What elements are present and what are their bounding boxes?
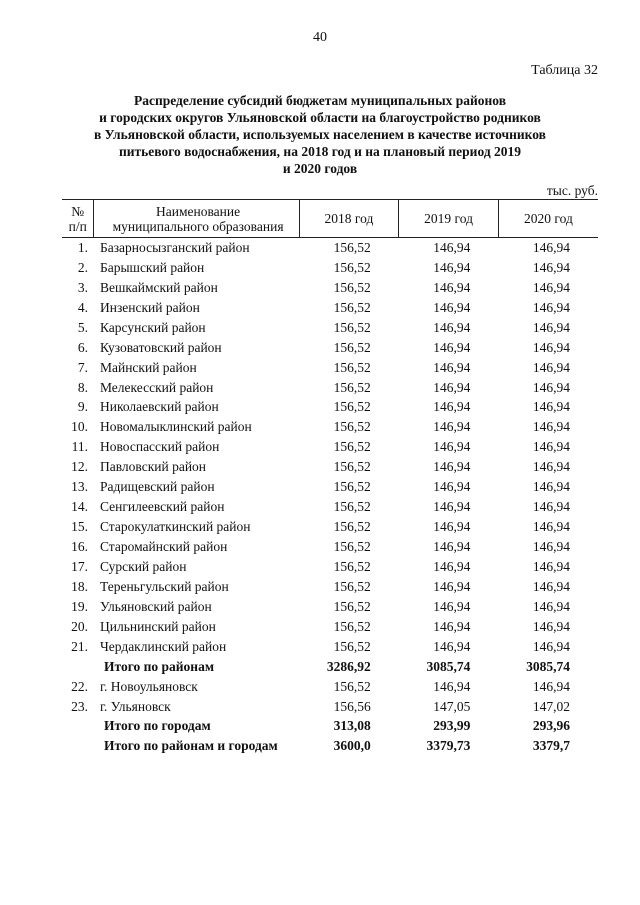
table-row	[62, 457, 598, 477]
table-row	[62, 497, 598, 517]
row-value-2019: 146,94	[433, 618, 471, 634]
row-value-2019: 146,94	[433, 578, 471, 594]
header-2020: 2020 год	[498, 200, 598, 238]
table-total-row	[62, 657, 598, 677]
row-name: Инзенский район	[99, 299, 200, 315]
row-value-2020: 146,94	[532, 558, 570, 574]
row-name: Сенгилеевский район	[99, 499, 225, 515]
table-row	[62, 238, 598, 258]
row-value-2020: 3085,74	[526, 658, 570, 674]
row-number: 4.	[77, 299, 88, 315]
row-number: 21.	[71, 638, 88, 654]
row-number: 19.	[71, 598, 88, 614]
table-row	[62, 677, 598, 697]
row-value-2020: 146,94	[532, 239, 570, 255]
row-value-2018: 156,52	[333, 678, 371, 694]
row-value-2018: 156,52	[333, 419, 371, 435]
row-value-2020: 146,94	[532, 359, 570, 375]
table-title	[60, 92, 580, 177]
row-value-2020: 146,94	[532, 419, 570, 435]
table-row	[62, 437, 598, 457]
row-value-2019: 146,94	[433, 459, 471, 475]
row-number: 3.	[77, 279, 88, 295]
row-name: Николаевский район	[99, 399, 219, 415]
row-number: 17.	[71, 558, 88, 574]
table-row	[62, 417, 598, 437]
table-row	[62, 537, 598, 557]
table-row	[62, 517, 598, 537]
row-value-2018: 156,52	[333, 319, 371, 335]
row-number: 16.	[71, 539, 88, 555]
row-value-2019: 146,94	[433, 598, 471, 614]
row-name: Барышский район	[99, 259, 205, 275]
row-name: г. Новоульяновск	[99, 678, 198, 694]
header-number	[62, 200, 94, 238]
title-line: и 2020 годов	[282, 161, 358, 176]
row-value-2020: 146,94	[532, 678, 570, 694]
row-value-2019: 146,94	[433, 678, 471, 694]
row-value-2020: 146,94	[532, 459, 570, 475]
row-number	[62, 717, 94, 737]
row-value-2020: 146,94	[532, 618, 570, 634]
row-name: Вешкаймский район	[99, 279, 218, 295]
row-value-2019: 146,94	[433, 379, 471, 395]
table-total-row	[62, 736, 598, 756]
row-value-2018: 156,56	[333, 698, 371, 714]
table-label: Таблица 32	[531, 63, 598, 78]
row-value-2018: 156,52	[333, 299, 371, 315]
row-name: Мелекесский район	[99, 379, 214, 395]
row-name: Майнский район	[99, 359, 197, 375]
row-value-2020: 3379,7	[532, 738, 570, 754]
row-number	[62, 657, 94, 677]
row-value-2020: 146,94	[532, 598, 570, 614]
row-number: 22.	[71, 678, 88, 694]
table-row	[62, 258, 598, 278]
row-value-2019: 146,94	[433, 499, 471, 515]
row-number: 18.	[71, 578, 88, 594]
row-value-2018: 156,52	[333, 399, 371, 415]
row-number: 9.	[77, 399, 88, 415]
table-row	[62, 298, 598, 318]
row-value-2018: 156,52	[333, 578, 371, 594]
table-row	[62, 637, 598, 657]
row-number: 20.	[71, 618, 88, 634]
row-value-2019: 3085,74	[426, 658, 471, 674]
row-value-2020: 146,94	[532, 379, 570, 395]
row-number: 2.	[77, 259, 88, 275]
title-line: и городских округов Ульяновской области на благоустройство родников	[99, 110, 541, 125]
row-number: 5.	[77, 319, 88, 335]
row-name: г. Ульяновск	[99, 698, 171, 714]
row-value-2018: 156,52	[333, 618, 371, 634]
row-value-2020: 146,94	[532, 479, 570, 495]
row-value-2020: 146,94	[532, 578, 570, 594]
table-row	[62, 358, 598, 378]
row-value-2020: 146,94	[532, 499, 570, 515]
header-2018: 2018 год	[299, 200, 399, 238]
header-number-line2: п/п	[68, 218, 87, 234]
row-number: 10.	[71, 419, 88, 435]
table-header-row	[62, 200, 598, 238]
row-value-2018: 156,52	[333, 239, 371, 255]
row-value-2020: 146,94	[532, 299, 570, 315]
table-row	[62, 278, 598, 298]
row-value-2018: 156,52	[333, 499, 371, 515]
row-name: Чердаклинский район	[99, 638, 227, 654]
row-value-2018: 156,52	[333, 279, 371, 295]
row-value-2020: 293,96	[532, 718, 570, 734]
table-row	[62, 378, 598, 398]
table-row	[62, 617, 598, 637]
row-value-2020: 146,94	[532, 539, 570, 555]
row-name: Радищевский район	[99, 479, 215, 495]
header-number-line1: №	[71, 203, 85, 219]
row-value-2019: 146,94	[433, 279, 471, 295]
row-name: Тереньгульский район	[99, 578, 229, 594]
row-name: Ульяновский район	[99, 598, 212, 614]
row-value-2020: 146,94	[532, 279, 570, 295]
row-value-2018: 156,52	[333, 479, 371, 495]
table-row	[62, 477, 598, 497]
row-number: 1.	[77, 239, 88, 255]
table-row	[62, 577, 598, 597]
units-label: тыс. руб.	[546, 183, 598, 198]
row-number	[62, 736, 94, 756]
row-value-2018: 156,52	[333, 539, 371, 555]
table-row	[62, 338, 598, 358]
row-value-2020: 146,94	[532, 319, 570, 335]
row-name: Кузоватовский район	[99, 339, 222, 355]
row-number: 11.	[71, 439, 88, 455]
row-value-2019: 293,99	[433, 718, 471, 734]
page-number: 40	[313, 30, 327, 45]
row-name: Базарносызганский район	[99, 239, 250, 255]
table-row	[62, 557, 598, 577]
row-value-2020: 146,94	[532, 399, 570, 415]
row-number: 13.	[71, 479, 88, 495]
row-name: Старокулаткинский район	[99, 519, 251, 535]
row-value-2019: 146,94	[433, 299, 471, 315]
row-value-2019: 146,94	[433, 259, 471, 275]
row-value-2018: 3600,0	[333, 738, 371, 754]
title-line: Распределение субсидий бюджетам муниципальных районов	[133, 93, 507, 108]
row-value-2018: 156,52	[333, 519, 371, 535]
row-value-2019: 146,94	[433, 638, 471, 654]
row-value-2019: 146,94	[433, 359, 471, 375]
row-value-2020: 146,94	[532, 339, 570, 355]
row-value-2019: 146,94	[433, 558, 471, 574]
row-value-2018: 156,52	[333, 638, 371, 654]
row-value-2020: 146,94	[532, 259, 570, 275]
row-value-2019: 146,94	[433, 539, 471, 555]
row-name: Итого по городам	[103, 718, 211, 734]
row-value-2018: 156,52	[333, 439, 371, 455]
row-number: 14.	[71, 499, 88, 515]
table-row	[62, 318, 598, 338]
row-value-2018: 3286,92	[326, 658, 371, 674]
row-name: Новомалыклинский район	[99, 419, 252, 435]
row-number: 8.	[77, 379, 88, 395]
table-row	[62, 697, 598, 717]
row-value-2018: 156,52	[333, 359, 371, 375]
row-name: Итого по районам	[103, 658, 215, 674]
row-name: Старомайнский район	[99, 539, 228, 555]
row-value-2019: 146,94	[433, 419, 471, 435]
row-name: Цильнинский район	[99, 618, 216, 634]
row-value-2019: 146,94	[433, 439, 471, 455]
row-value-2018: 156,52	[333, 558, 371, 574]
row-name: Карсунский район	[99, 319, 206, 335]
row-number: 7.	[77, 359, 88, 375]
header-name-line1: Наименование	[156, 203, 241, 219]
row-value-2019: 146,94	[433, 399, 471, 415]
title-line: в Ульяновской области, используемых населением в качестве источников	[94, 127, 546, 142]
row-value-2019: 147,05	[433, 698, 471, 714]
row-value-2019: 146,94	[433, 339, 471, 355]
table-row	[62, 398, 598, 418]
row-value-2020: 147,02	[532, 698, 570, 714]
row-value-2019: 146,94	[433, 319, 471, 335]
row-value-2018: 156,52	[333, 339, 371, 355]
row-name: Павловский район	[99, 459, 207, 475]
table-row	[62, 597, 598, 617]
row-value-2019: 146,94	[433, 239, 471, 255]
row-value-2020: 146,94	[532, 638, 570, 654]
row-number: 12.	[71, 459, 88, 475]
row-value-2018: 156,52	[333, 379, 371, 395]
title-line: питьевого водоснабжения, на 2018 год и на плановый период 2019	[118, 144, 522, 159]
row-value-2018: 156,52	[333, 459, 371, 475]
table-total-row	[62, 717, 598, 737]
row-value-2020: 146,94	[532, 519, 570, 535]
subsidy-table	[62, 199, 598, 756]
row-value-2018: 156,52	[333, 598, 371, 614]
row-value-2020: 146,94	[532, 439, 570, 455]
row-number: 23.	[71, 698, 88, 714]
row-value-2018: 156,52	[333, 259, 371, 275]
row-value-2018: 313,08	[333, 718, 371, 734]
row-name: Сурский район	[99, 558, 187, 574]
row-number: 6.	[77, 339, 88, 355]
row-value-2019: 146,94	[433, 479, 471, 495]
row-number: 15.	[71, 519, 88, 535]
row-name: Итого по районам и городам	[103, 738, 278, 754]
header-name	[94, 200, 299, 238]
header-name-line2: муниципального образования	[112, 218, 284, 234]
row-name: Новоспасский район	[99, 439, 220, 455]
table-body	[62, 238, 598, 757]
row-value-2019: 3379,73	[426, 738, 471, 754]
row-value-2019: 146,94	[433, 519, 471, 535]
header-2019: 2019 год	[399, 200, 499, 238]
